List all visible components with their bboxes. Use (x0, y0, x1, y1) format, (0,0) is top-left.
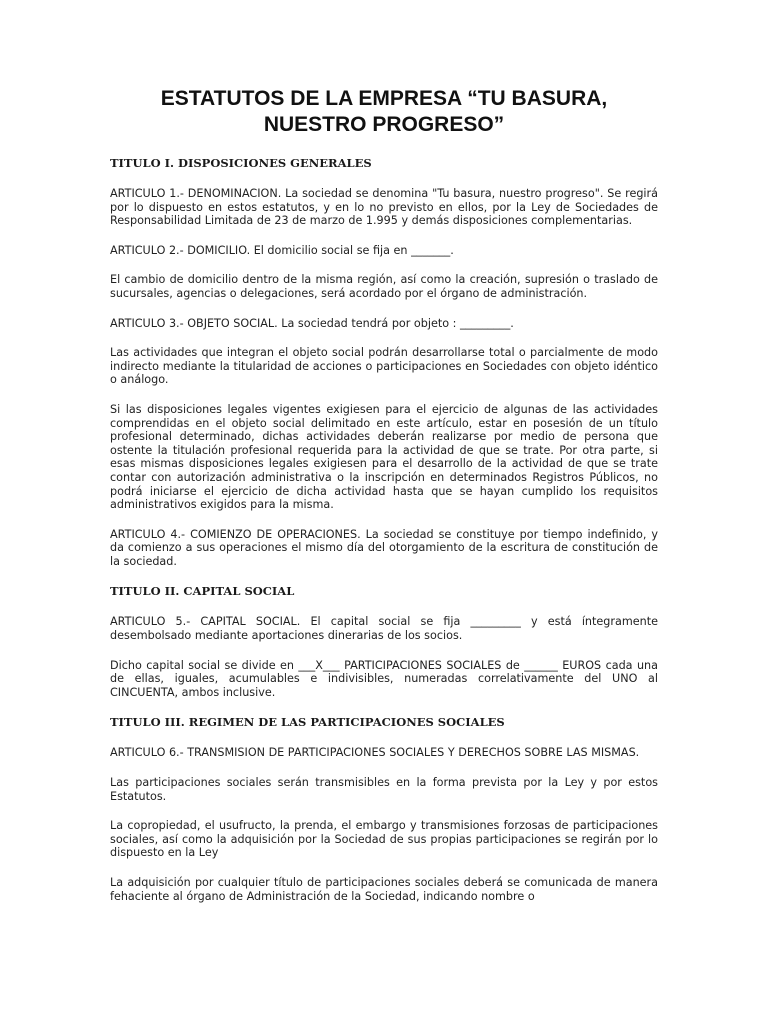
section-title-2: TITULO II. CAPITAL SOCIAL (110, 584, 295, 599)
article-3-paragraph-c: Si las disposiciones legales vigentes exigiesen para el ejercicio de algunas de las actividades comprendidas en el objeto social delimitado en este artículo, estar en posesión de un título profesional determinado, dichas actividades deberán realizarse por medio de persona que ostente la titulación profesional requerida para la actividad de que se trate. Por otra parte, si esas mismas disposiciones legales exigiesen para el desarrollo de la actividad de que se trate contar con autorización administrativa o la inscripción en determinados Registros Públicos, no podrá iniciarse el ejercicio de dicha actividad hasta que se hayan cumplido los requisitos administrativos exigidos para la misma. (110, 402, 658, 512)
article-3-paragraph-b: Las actividades que integran el objeto social podrán desarrollarse total o parcialmente de modo indirecto mediante la titularidad de acciones o participaciones en Sociedades con objeto idéntico o análogo. (110, 346, 658, 387)
document-page (110, 86, 658, 903)
article-6-paragraph-d: La adquisición por cualquier título de participaciones sociales deberá se comunicada de manera fehaciente al órgano de Administración de la Sociedad, indicando nombre o (110, 876, 658, 903)
article-6: ARTICULO 6.- TRANSMISION DE PARTICIPACIONES SOCIALES Y DERECHOS SOBRE LAS MISMAS. (110, 746, 640, 760)
article-2: ARTICULO 2.- DOMICILIO. El domicilio social se fija en _______. (110, 243, 454, 257)
article-5-paragraph: Dicho capital social se divide en ___X___ PARTICIPACIONES SOCIALES de ______ EUROS cada una de ellas, iguales, acumulables e indivisibles, numeradas correlativamente del UNO al CINCUENTA, ambos inclusive. (110, 658, 658, 699)
article-3: ARTICULO 3.- OBJETO SOCIAL. La sociedad tendrá por objeto : _________. (110, 316, 514, 330)
section-title-1: TITULO I. DISPOSICIONES GENERALES (110, 156, 372, 170)
section-title-3: TITULO III. REGIMEN DE LAS PARTICIPACIONES SOCIALES (110, 715, 505, 730)
article-2-paragraph: El cambio de domicilio dentro de la misma región, así como la creación, supresión o traslado de sucursales, agencias o delegaciones, será acordado por el órgano de administración. (110, 273, 658, 300)
article-6-paragraph-c: La copropiedad, el usufructo, la prenda, el embargo y transmisiones forzosas de participaciones sociales, así como la adquisición por la Sociedad de sus propias participaciones se regirán por lo dispuesto en la Ley (110, 819, 658, 860)
article-1: ARTICULO 1.- DENOMINACION. La sociedad se denomina "Tu basura, nuestro progreso". Se regirá por lo dispuesto en estos estatutos, y en lo no previsto en ellos, por la Ley de Sociedades de Responsabilidad Limitada de 23 de marzo de 1.995 y demás disposiciones complementarias. (110, 187, 658, 228)
article-6-paragraph-b: Las participaciones sociales serán transmisibles en la forma prevista por la Ley y por estos Estatutos. (110, 776, 658, 803)
article-4: ARTICULO 4.- COMIENZO DE OPERACIONES. La sociedad se constituye por tiempo indefinido, y da comienzo a sus operaciones el mismo día del otorgamiento de la escritura de constitución de la sociedad. (110, 527, 658, 568)
document-title: ESTATUTOS DE LA EMPRESA “TU BASURA, NUESTRO PROGRESO” (160, 87, 608, 136)
article-5: ARTICULO 5.- CAPITAL SOCIAL. El capital social se fija _________ y está íntegramente desembolsado mediante aportaciones dinerarias de los socios. (110, 615, 658, 643)
